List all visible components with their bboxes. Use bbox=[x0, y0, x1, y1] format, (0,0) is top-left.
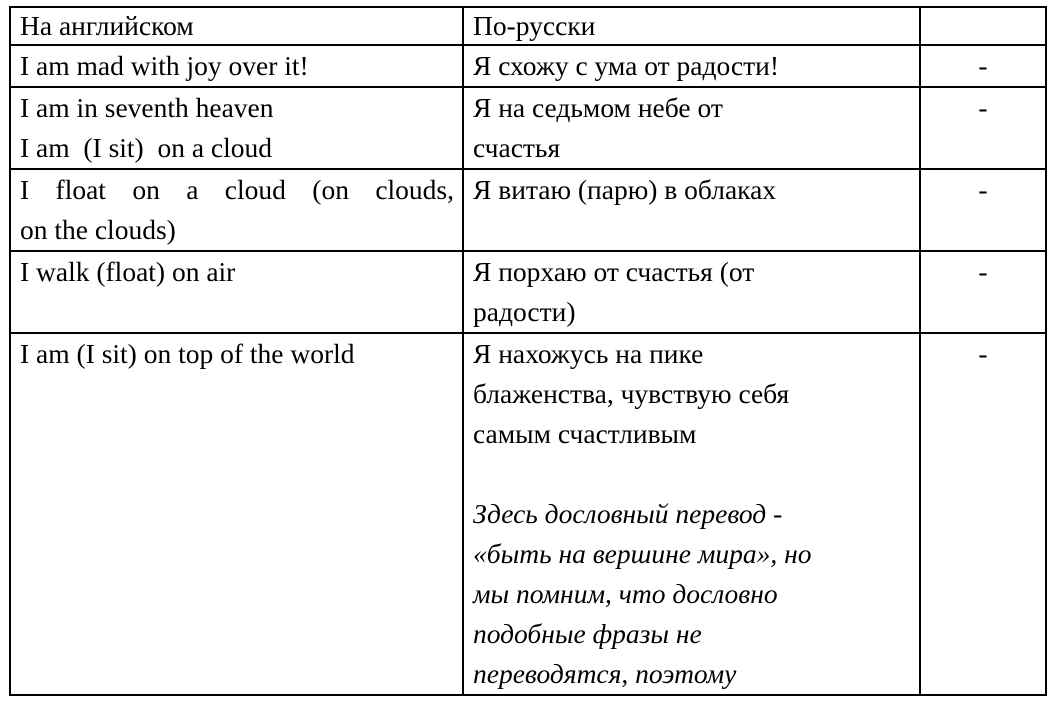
russian-cell bbox=[463, 87, 920, 169]
italic-note-line: подобные фразы не bbox=[473, 618, 702, 649]
russian-cell bbox=[463, 45, 920, 87]
english-line: on the clouds) bbox=[20, 214, 176, 245]
header-english: На английском bbox=[10, 7, 463, 45]
mark-cell: - bbox=[920, 251, 1046, 333]
table-row bbox=[10, 333, 1046, 695]
english-line: I am (I sit) on top of the world bbox=[20, 338, 355, 369]
english-cell bbox=[10, 169, 463, 251]
paragraph-gap bbox=[473, 454, 911, 494]
mark-cell: - bbox=[920, 169, 1046, 251]
table-row bbox=[10, 45, 1046, 87]
header-mark bbox=[920, 7, 1046, 45]
english-cell bbox=[10, 251, 463, 333]
english-line: I am mad with joy over it! bbox=[20, 50, 309, 81]
english-cell bbox=[10, 87, 463, 169]
header-russian: По-русски bbox=[463, 7, 920, 45]
mark-cell: - bbox=[920, 87, 1046, 169]
table-row bbox=[10, 87, 1046, 169]
russian-line: счастья bbox=[473, 132, 561, 163]
russian-line: блаженства, чувствую себя bbox=[473, 378, 790, 409]
russian-line: Я витаю (парю) в облаках bbox=[473, 174, 777, 205]
english-cell bbox=[10, 45, 463, 87]
italic-note-line: Здесь дословный перевод - bbox=[473, 498, 783, 529]
russian-line: Я нахожусь на пике bbox=[473, 338, 704, 369]
russian-cell bbox=[463, 169, 920, 251]
russian-cell bbox=[463, 251, 920, 333]
table-row bbox=[10, 169, 1046, 251]
table-header-row bbox=[10, 7, 1046, 45]
italic-note-line: «быть на вершине мира», но bbox=[473, 538, 812, 569]
english-cell bbox=[10, 333, 463, 695]
table-row bbox=[10, 251, 1046, 333]
phrase-table bbox=[9, 6, 1047, 696]
english-line: I am (I sit) on a cloud bbox=[20, 132, 273, 163]
italic-note-line: мы помним, что дословно bbox=[473, 578, 778, 609]
italic-note-line: переводятся, поэтому bbox=[473, 658, 737, 689]
russian-line: Я порхаю от счастья (от bbox=[473, 256, 755, 287]
english-line: I walk (float) on air bbox=[20, 256, 236, 287]
mark-cell: - bbox=[920, 333, 1046, 695]
mark-cell: - bbox=[920, 45, 1046, 87]
english-line: I am in seventh heaven bbox=[20, 92, 274, 123]
russian-line: Я на седьмом небе от bbox=[473, 92, 723, 123]
english-line: I float on a cloud (on clouds, bbox=[20, 174, 454, 205]
russian-line: радости) bbox=[473, 296, 576, 327]
russian-cell bbox=[463, 333, 920, 695]
russian-line: Я схожу с ума от радости! bbox=[473, 50, 779, 81]
russian-line: самым счастливым bbox=[473, 418, 697, 449]
